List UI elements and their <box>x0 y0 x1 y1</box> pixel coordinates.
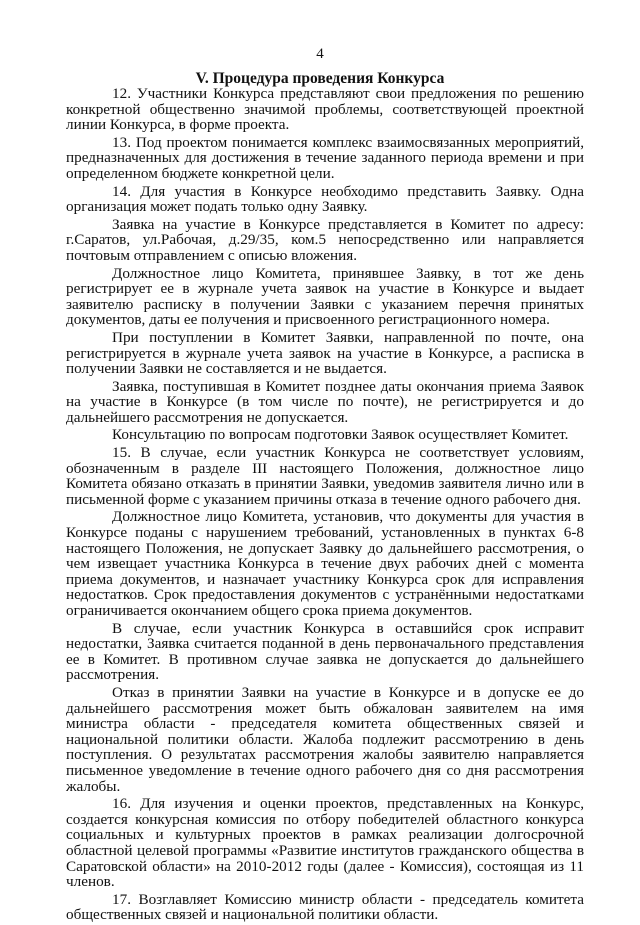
paragraph-appeal: Отказ в принятии Заявки на участие в Конкурсе и в допуске ее до дальнейшего рассмотрения может быть обжалован заявителем на имя министра области - председателя комитета общественных связей и национальной политики области. Жалоба подлежит рассмотрению в день поступления. О результатах рассмотрения жалобы заявителю направляется письменное уведомление в течение одного рабочего дня со дня рассмотрения жалобы. <box>66 683 584 795</box>
paragraph-16: 16. Для изучения и оценки проектов, представленных на Конкурс, создается конкурсная комиссия по отбору победителей областного конкурса социальных и культурных проектов в рамках реализации долгосрочной областной целевой программы «Развитие институтов гражданского общества в Саратовской области» на 2010-2012 годы (далее - Комиссия), состоящая из 11 членов. <box>66 795 584 891</box>
section-title: V. Процедура проведения Конкурса <box>195 70 445 87</box>
paragraph-17: 17. Возглавляет Комиссию министр области - председатель комитета общественных связей и национальной политики области. <box>66 890 584 924</box>
paragraph-registration: Должностное лицо Комитета, принявшее Заявку, в тот же день регистрирует ее в журнале учета заявок на участие в Конкурсе и выдает заявителю расписку в получении Заявки с указанием перечня принятых документов, даты ее получения и присвоенного регистрационного номера. <box>66 264 584 329</box>
paragraph-consultation: Консультацию по вопросам подготовки Заявок осуществляет Комитет. <box>112 426 569 444</box>
paragraph-15: 15. В случае, если участник Конкурса не соответствует условиям, обозначенным в разделе III настоящего Положения, должностное лицо Комитета обязано отказать в принятии Заявки, уведомив заявителя лично или в письменной форме с указанием причины отказа в течение одного рабочего дня. <box>66 444 584 508</box>
document-body <box>66 86 584 925</box>
paragraph-13: 13. Под проектом понимается комплекс взаимосвязанных мероприятий, предназначенных для достижения в течение заданного периода времени и при определенном бюджете конкретной цели. <box>66 133 584 182</box>
paragraph-late: Заявка, поступившая в Комитет позднее даты окончания приема Заявок на участие в Конкурсе (в том числе по почте), не регистрируется и до дальнейшего рассмотрения не допускается. <box>66 377 584 426</box>
paragraph-postal: При поступлении в Комитет Заявки, направленной по почте, она регистрируется в журнале учета заявок на участие в Конкурсе, а расписка в получении Заявки не составляется и не выдается. <box>66 328 584 378</box>
paragraph-correction: В случае, если участник Конкурса в оставшийся срок исправит недостатки, Заявка считается поданной в день первоначального представления ее в Комитет. В противном случае заявка не допускается до дальнейшего рассмотрения. <box>66 619 584 684</box>
paragraph-12: 12. Участники Конкурса представляют свои предложения по решению конкретной общественно значимой проблемы, соответствующей проектной линии Конкурса, в форме проекта. <box>66 85 584 134</box>
paragraph-violations: Должностное лицо Комитета, установив, что документы для участия в Конкурсе поданы с нарушением требований, установленных в пунктах 6-8 настоящего Положения, не допускает Заявку до дальнейшего рассмотрения, о чем извещает участника Конкурса в течение двух рабочих дней с момента приема документов, и назначает участнику Конкурса срок для исправления недостатков. Срок предоставления документов с устранёнными недостатками ограничивается окончанием общего срока приема документов. <box>66 508 584 619</box>
paragraph-address: Заявка на участие в Конкурсе представляется в Комитет по адресу: г.Саратов, ул.Рабочая, д.29/35, ком.5 непосредственно или направляется почтовым отправлением с описью вложения. <box>66 215 584 264</box>
paragraph-14: 14. Для участия в Конкурсе необходимо представить Заявку. Одна организация может подать только одну Заявку. <box>66 182 584 216</box>
page-number: 4 <box>316 46 324 62</box>
